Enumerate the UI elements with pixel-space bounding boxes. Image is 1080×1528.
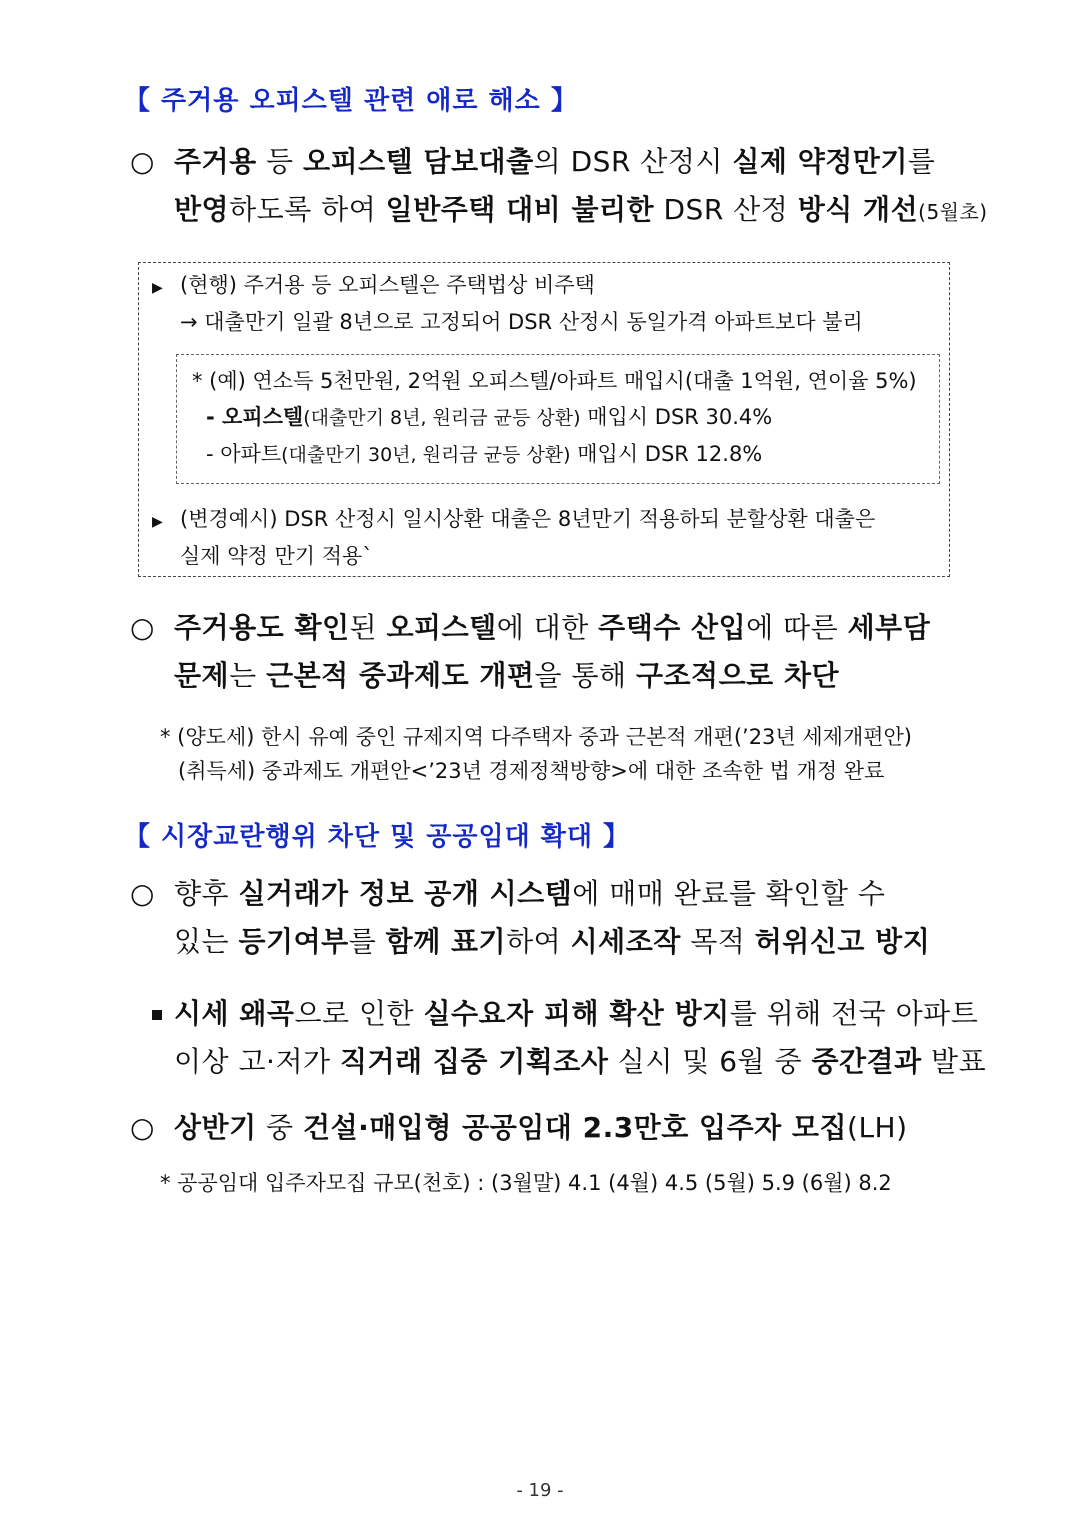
rich-line <box>174 193 988 226</box>
example-apt: - 아파트(대출만기 30년, 원리금 균등 상환) 매입시 DSR 12.8% <box>206 442 763 466</box>
example-title: * (예) 연소득 5천만원, 2억원 오피스텔/아파트 매입시(대출 1억원, 연이율 5%) <box>192 369 917 393</box>
box-current-label: (현행) 주거용 등 오피스텔은 주택법상 비주택 <box>180 273 595 297</box>
bold-segment: 직거래 집중 기획조사 <box>339 1045 609 1078</box>
text-segment: 으로 인한 <box>294 997 424 1030</box>
circle-bullet-marker: ○ <box>130 877 155 910</box>
text-segment: 는 <box>229 659 267 692</box>
text-segment: 향후 <box>174 877 239 910</box>
circle-bullet-marker: ○ <box>130 611 155 644</box>
bold-segment: 주거용 <box>174 145 257 178</box>
page-number: - 19 - <box>516 1480 564 1501</box>
bold-segment: 건설·매입형 공공임대 2.3만호 입주자 모집 <box>303 1111 848 1144</box>
bullet-tax-burden <box>130 604 930 700</box>
triangle-bullet-icon: ▶ <box>152 280 163 296</box>
rich-line <box>174 145 935 178</box>
text-segment: 발표 <box>921 1045 987 1078</box>
section-heading-market: 【 시장교란행위 차단 및 공공임대 확대 】 <box>124 822 631 852</box>
text-segment: 를 <box>348 925 386 958</box>
bold-segment: 실수요자 피해 확산 방지 <box>423 997 730 1030</box>
bold-segment: 실제 약정만기 <box>732 145 908 178</box>
text-segment: (5월초) <box>918 200 988 224</box>
bold-segment: 방식 개선 <box>797 193 919 226</box>
bold-segment: 주택수 산입 <box>598 611 747 644</box>
rich-line <box>174 997 978 1030</box>
bold-segment: 함께 표기 <box>385 925 507 958</box>
bold-segment: 구조적으로 차단 <box>635 659 840 692</box>
box-current-arrow: → 대출만기 일괄 8년으로 고정되어 DSR 산정시 동일가격 아파트보다 불리 <box>180 310 863 334</box>
bold-segment: 상반기 <box>174 1111 257 1144</box>
bold-segment: 반영 <box>174 193 230 226</box>
bold-segment: 세부담 <box>847 611 931 644</box>
text-segment: DSR 산정 <box>654 193 798 226</box>
note-rental-scale: * 공공임대 입주자모집 규모(천호) : (3월말) 4.1 (4월) 4.5 (5월) 5.9 (6월) 8.2 <box>160 1171 892 1195</box>
bold-segment: 문제 <box>174 659 230 692</box>
bullet-direct-trade-survey <box>152 990 986 1086</box>
text-segment: 등 <box>256 145 304 178</box>
example-block <box>192 364 917 472</box>
bold-segment: 시세조작 <box>570 925 681 958</box>
rich-line <box>174 611 930 644</box>
text-segment: 된 <box>349 611 387 644</box>
triangle-bullet-icon: ▶ <box>152 514 163 530</box>
bullet-officetel-dsr <box>130 138 988 236</box>
example-officetel: - 오피스텔(대출만기 8년, 원리금 균등 상환) 매입시 DSR 30.4% <box>206 405 773 429</box>
rich-line <box>174 659 839 692</box>
rich-line <box>174 877 885 910</box>
note-tax-reform: * (양도세) 한시 유예 중인 규제지역 다주택자 중과 근본적 개편(’23년 세제개편안) (취득세) 중과제도 개편안<’23년 경제정책방향>에 대한 조속한 법 개정 완료 <box>160 725 912 783</box>
bullet-public-rental <box>130 1104 908 1152</box>
box-change-line2: 실제 약정 만기 적용` <box>180 544 373 568</box>
box-change-line1: (변경예시) DSR 산정시 일시상환 대출은 8년만기 적용하되 분할상환 대출은 <box>180 507 876 531</box>
bold-segment: 근본적 중과제도 개편 <box>266 659 535 692</box>
section-heading-officetel: 【 주거용 오피스텔 관련 애로 해소 】 <box>124 86 578 116</box>
text-segment: 에 대한 <box>496 611 599 644</box>
example-officetel-bold: 오피스텔 <box>222 405 304 429</box>
bold-segment: 허위신고 방지 <box>754 925 931 958</box>
text-segment: 이상 고·저가 <box>174 1045 340 1078</box>
text-segment: 를 위해 전국 아파트 <box>729 997 979 1030</box>
text-segment: 하여 <box>506 925 571 958</box>
bold-segment: 오피스텔 <box>386 611 497 644</box>
bold-segment: 주거용도 확인 <box>174 611 350 644</box>
circle-bullet-marker: ○ <box>130 1111 155 1144</box>
text-segment: 목적 <box>680 925 755 958</box>
text-segment: 에 따른 <box>746 611 848 644</box>
square-bullet-icon <box>152 1010 162 1020</box>
rich-line <box>174 925 930 958</box>
text-segment: 중 <box>256 1111 304 1144</box>
text-segment: 있는 <box>174 925 239 958</box>
bold-segment: 등기여부 <box>238 925 349 958</box>
text-segment: 에 매매 완료를 확인할 수 <box>572 877 886 910</box>
text-segment: 을 통해 <box>534 659 636 692</box>
rich-line <box>174 1045 986 1078</box>
box-change <box>152 502 875 573</box>
text-segment: 실시 및 6월 중 <box>608 1045 812 1078</box>
bold-segment: 오피스텔 담보대출 <box>303 145 534 178</box>
bullet-registry-disclosure <box>130 870 930 966</box>
bold-segment: 실거래가 정보 공개 시스템 <box>238 877 573 910</box>
text-segment: 하도록 하여 <box>229 193 386 226</box>
rich-line <box>174 1111 908 1144</box>
bold-segment: 중간결과 <box>811 1045 922 1078</box>
bold-segment: 일반주택 대비 불리한 <box>385 193 655 226</box>
text-segment: 의 DSR 산정시 <box>533 145 733 178</box>
text-segment: (LH) <box>847 1111 908 1144</box>
bold-segment: 시세 왜곡 <box>174 997 295 1030</box>
box-current <box>152 268 863 339</box>
text-segment: 를 <box>907 145 936 178</box>
circle-bullet-marker: ○ <box>130 145 155 178</box>
